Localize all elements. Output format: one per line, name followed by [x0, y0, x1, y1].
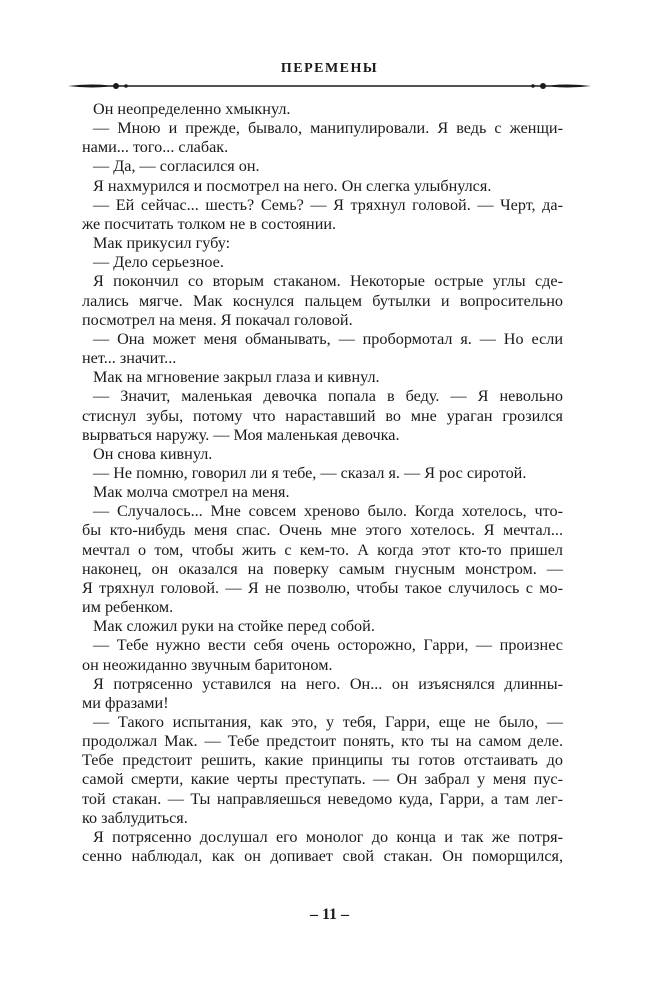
text-line: — Тебе нужно вести себя очень осторожно, Гарри, — произнес: [93, 636, 563, 655]
text-line: Мак на мгновение закрыл глаза и кивнул.: [93, 368, 380, 387]
text-line: лались мягче. Мак коснулся пальцем бутылки и вопросительно: [82, 291, 563, 310]
text-line: бы кто-нибудь меня спас. Очень мне этого хотелось. Я мечтал...: [82, 521, 563, 540]
text-line: стиснул зубы, потому что нараставший во мне ураган грозился: [82, 406, 563, 425]
text-line: вырваться наружу. — Моя маленькая девочка.: [82, 425, 400, 444]
text-line: мечтал о том, чтобы жить с кем-то. А когда этот кто-то пришел: [82, 540, 563, 559]
header-ornament-rule: [68, 80, 591, 92]
text-line: Мак молча смотрел на меня.: [93, 483, 290, 502]
text-line: — Мною и прежде, бывало, манипулировали. Я ведь с женщи-: [93, 119, 563, 138]
text-line: Я покончил со вторым стаканом. Некоторые острые углы сде-: [93, 272, 563, 291]
text-line: нами... того... слабак.: [82, 138, 229, 157]
text-line: Я нахмурился и посмотрел на него. Он слегка улыбнулся.: [93, 176, 492, 195]
text-line: он неожиданно звучным баритоном.: [82, 655, 333, 674]
text-line: Мак прикусил губу:: [93, 234, 231, 253]
text-line: — Она может меня обманывать, — пробормотал я. — Но если: [93, 329, 563, 348]
text-line: — Ей сейчас... шесть? Семь? — Я тряхнул головой. — Черт, да-: [93, 195, 563, 214]
page-number: – 11 –: [309, 906, 350, 923]
text-line: самой смерти, какие черты преступать. — Он забрал у меня пус-: [82, 770, 563, 789]
text-line: наконец, он оказался на поверку самым гнусным монстром. —: [82, 559, 563, 578]
text-line: Я потрясенно уставился на него. Он... он изъяснялся длинны-: [93, 674, 563, 693]
running-header-title: ПЕРЕМЕНЫ: [280, 61, 379, 76]
text-line: продолжал Мак. — Тебе предстоит понять, кто ты на самом деле.: [82, 732, 563, 751]
text-line: — Случалось... Мне совсем хреново было. Когда хотелось, что-: [93, 502, 563, 521]
text-line: им ребенком.: [82, 598, 174, 617]
text-line: Я потрясенно дослушал его монолог до конца и так же потря-: [93, 827, 563, 846]
text-line: же посчитать толком не в состоянии.: [82, 214, 337, 233]
text-line: Он снова кивнул.: [93, 444, 213, 463]
text-line: посмотрел на меня. Я покачал головой.: [82, 310, 353, 329]
text-line: — Не помню, говорил ли я тебе, — сказал я. — Я рос сиротой.: [93, 463, 527, 482]
text-line: — Да, — согласился он.: [93, 157, 260, 176]
text-line: Мак сложил руки на стойке перед собой.: [93, 617, 375, 636]
text-line: ми фразами!: [82, 693, 169, 712]
text-line: Тебе предстоит решить, какие принципы ты готов отстаивать до: [82, 751, 563, 770]
text-line: Я тряхнул головой. — Я не позволю, чтобы такое случилось с мо-: [82, 578, 563, 597]
text-line: — Значит, маленькая девочка попала в беду. — Я невольно: [93, 387, 563, 406]
text-line: Он неопределенно хмыкнул.: [93, 100, 291, 118]
text-line: ко заблудиться.: [82, 808, 188, 827]
text-line: той стакан. — Ты направляешься неведомо куда, Гарри, а там лег-: [82, 789, 563, 808]
text-line: — Дело серьезное.: [93, 253, 224, 272]
text-line: нет... значит...: [82, 349, 177, 368]
body-text: [82, 100, 563, 866]
text-line: сенно наблюдал, как он допивает свой стакан. Он поморщился,: [82, 847, 563, 866]
text-line: — Такого испытания, как это, у тебя, Гарри, еще не было, —: [93, 713, 563, 731]
